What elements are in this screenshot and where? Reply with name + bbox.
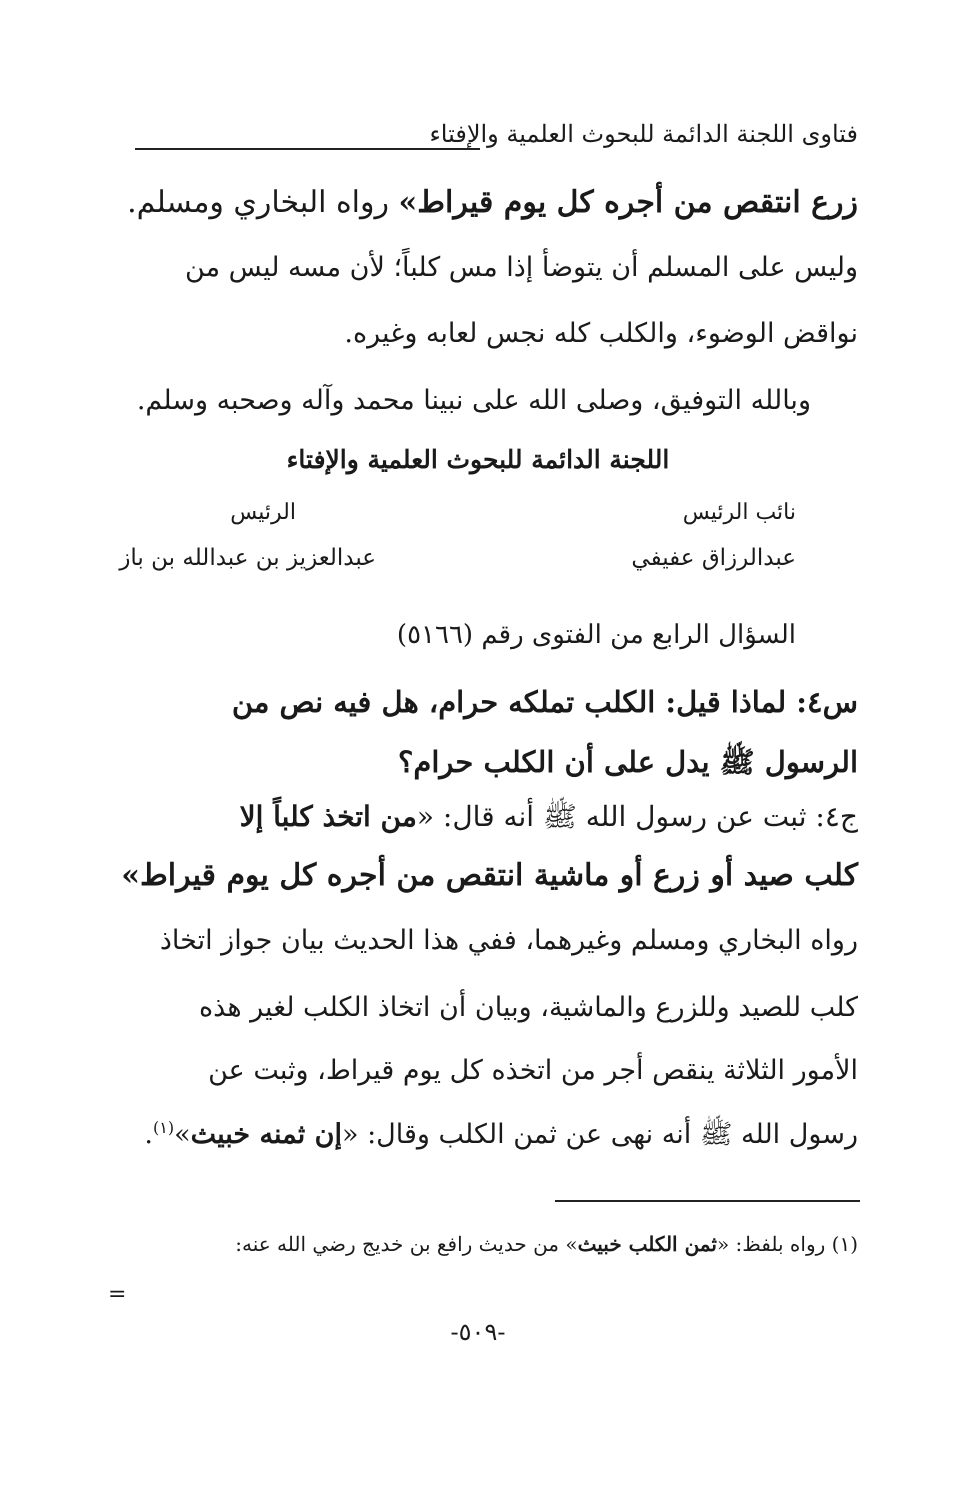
period: . bbox=[144, 1119, 153, 1150]
closing-blessing: وبالله التوفيق، وصلى الله على نبينا محمد وآله وصحبه وسلم. bbox=[136, 385, 811, 416]
answer-line-6-text: رسول الله ﷺ أنه نهى عن ثمن الكلب وقال: « bbox=[341, 1119, 858, 1150]
vice-president-name: عبدالرزاق عفيفي bbox=[631, 545, 796, 571]
answer-line-2: كلب صيد أو زرع أو ماشية انتقص من أجره كل يوم قيراط» bbox=[121, 858, 858, 893]
question-line-1: س٤: لماذا قيل: الكلب تملكه حرام، هل فيه نص من bbox=[231, 685, 858, 719]
question-line-2: الرسول ﷺ يدل على أن الكلب حرام؟ bbox=[398, 745, 858, 779]
body-line-3: نواقض الوضوء، والكلب كله نجس لعابه وغيره. bbox=[344, 318, 858, 349]
footnote-ref: (١) bbox=[152, 1118, 175, 1137]
page-number: -٥٠٩- bbox=[450, 1318, 506, 1346]
answer-line-4: كلب للصيد وللزرع والماشية، وبيان أن اتخاذ الكلب لغير هذه bbox=[199, 992, 858, 1023]
footnote-source: » من حديث رافع بن خديج رضي الله عنه: bbox=[235, 1232, 578, 1256]
hadith-price-quote: إن ثمنه خبيث bbox=[190, 1119, 342, 1150]
hadith-text: من اتخذ كلباً إلا bbox=[239, 800, 417, 833]
body-line-2: وليس على المسلم أن يتوضأ إذا مس كلباً؛ لأن مسه ليس من bbox=[185, 252, 858, 283]
footnote bbox=[235, 1232, 858, 1256]
committee-name: اللجنة الدائمة للبحوث العلمية والإفتاء bbox=[286, 445, 670, 474]
president-title: الرئيس bbox=[230, 500, 296, 525]
question-header: السؤال الرابع من الفتوى رقم (٥١٦٦) bbox=[396, 620, 796, 650]
footnote-prefix: (١) رواه بلفظ: « bbox=[716, 1232, 858, 1256]
footnote-quote: ثمن الكلب خبيث bbox=[577, 1232, 717, 1256]
hadith-quote: زرع انتقص من أجره كل يوم قيراط» bbox=[398, 185, 858, 220]
continuation-mark: = bbox=[108, 1282, 127, 1307]
president-name: عبدالعزيز بن عبدالله بن باز bbox=[119, 545, 376, 571]
vice-president-title: نائب الرئيس bbox=[682, 500, 796, 525]
quote-close: » bbox=[174, 1119, 191, 1150]
answer-line-1 bbox=[240, 800, 858, 840]
answer-intro: ج٤: ثبت عن رسول الله ﷺ أنه قال: « bbox=[416, 800, 858, 833]
answer-line-6 bbox=[144, 1117, 858, 1157]
hadith-source: رواه البخاري ومسلم. bbox=[127, 185, 399, 220]
answer-line-3: رواه البخاري ومسلم وغيرهما، ففي هذا الحديث بيان جواز اتخاذ bbox=[159, 925, 858, 956]
running-header: فتاوى اللجنة الدائمة للبحوث العلمية والإفتاء bbox=[429, 120, 858, 148]
header-rule bbox=[135, 148, 480, 150]
answer-line-5: الأمور الثلاثة ينقص أجر من اتخذه كل يوم قيراط، وثبت عن bbox=[208, 1055, 858, 1086]
body-line-1 bbox=[127, 185, 858, 220]
footnote-rule bbox=[555, 1200, 860, 1202]
